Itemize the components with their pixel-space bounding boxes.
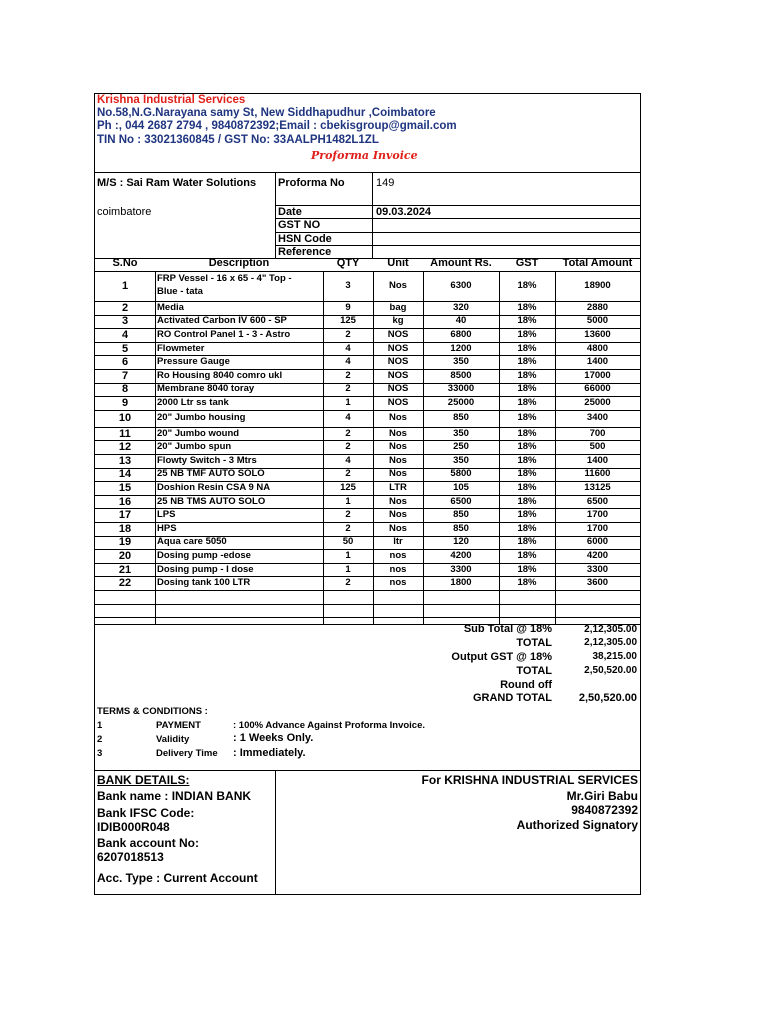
col-qty-header: QTY xyxy=(336,257,360,269)
cell-unit: Nos xyxy=(389,441,407,453)
bank-account-value: 6207018513 xyxy=(97,850,164,864)
col-description-header: Description xyxy=(208,257,270,269)
cell-desc: Media xyxy=(157,301,184,313)
cell-total: 1400 xyxy=(586,356,609,368)
cell-desc: LPS xyxy=(157,509,176,521)
cell-qty: 2 xyxy=(345,522,351,534)
total-value: 2,12,305.00 xyxy=(584,637,637,648)
table-row xyxy=(95,468,640,482)
cell-total: 17000 xyxy=(584,369,611,381)
document-title: Proforma Invoice xyxy=(311,149,418,162)
items-table xyxy=(95,258,640,624)
cell-sno: 19 xyxy=(118,536,132,549)
cell-total: 4200 xyxy=(586,549,609,561)
col-unit-header: Unit xyxy=(387,257,409,269)
cell-desc: Membrane 8040 toray xyxy=(157,383,255,395)
customer-name: M/S : Sai Ram Water Solutions xyxy=(97,177,257,189)
cell-sno: 17 xyxy=(118,509,132,522)
cell-sno: 1 xyxy=(121,280,129,292)
col-amount-header: Amount Rs. xyxy=(430,257,492,269)
cell-total: 5000 xyxy=(586,315,609,327)
cell-amount: 5800 xyxy=(450,468,472,480)
table-row xyxy=(95,522,640,536)
cell-unit: NOS xyxy=(387,356,409,368)
cell-amount: 850 xyxy=(453,412,469,424)
term-2-label: Validity xyxy=(156,734,190,745)
cell-total: 1700 xyxy=(586,509,609,521)
cell-qty: 4 xyxy=(345,342,351,354)
cell-desc-line2: Blue - tata xyxy=(157,286,203,297)
cell-amount: 4200 xyxy=(450,549,472,561)
cell-gst: 18% xyxy=(517,427,537,439)
cell-total: 4800 xyxy=(586,342,609,354)
cell-total: 13600 xyxy=(584,328,611,340)
output-gst-value: 38,215.00 xyxy=(592,651,637,662)
cell-qty: 1 xyxy=(345,549,351,561)
reference-label: Reference xyxy=(278,246,332,258)
cell-amount: 320 xyxy=(453,301,469,313)
signatory-company: For KRISHNA INDUSTRIAL SERVICES xyxy=(421,773,638,787)
cell-qty: 2 xyxy=(345,441,351,453)
cell-total: 6500 xyxy=(586,495,609,507)
bank-ifsc-label: Bank IFSC Code: xyxy=(97,806,195,820)
cell-total: 1400 xyxy=(586,454,609,466)
table-row xyxy=(95,410,640,427)
cell-desc: 20" Jumbo spun xyxy=(157,441,232,453)
cell-amount: 8500 xyxy=(450,369,472,381)
table-row xyxy=(95,355,640,369)
cell-sno: 7 xyxy=(121,369,129,382)
table-row xyxy=(95,383,640,397)
cell-unit: nos xyxy=(389,563,407,575)
cell-sno: 11 xyxy=(119,427,131,440)
cell-total: 700 xyxy=(589,427,606,439)
company-contact: Ph :, 044 2687 2794 , 9840872392;Email : cbekisgroup@gmail.com xyxy=(97,120,457,132)
subtotal-label: Sub Total @ 18% xyxy=(463,623,552,635)
term-3-value: : Immediately. xyxy=(233,747,306,759)
cell-qty: 4 xyxy=(345,356,351,368)
subtotal-value: 2,12,305.00 xyxy=(584,624,637,635)
cell-total: 2880 xyxy=(586,301,609,313)
cell-gst: 18% xyxy=(517,369,537,381)
table-header xyxy=(95,258,640,271)
company-address: No.58,N.G.Narayana samy St, New Siddhapudhur ,Coimbatore xyxy=(97,107,436,119)
cell-sno: 21 xyxy=(118,563,132,576)
cell-unit: Nos xyxy=(389,495,407,507)
cell-amount: 350 xyxy=(453,356,469,368)
cell-sno: 12 xyxy=(118,441,132,454)
cell-gst: 18% xyxy=(517,481,537,493)
cell-total: 25000 xyxy=(584,396,611,408)
cell-desc: FRP Vessel - 16 x 65 - 4" Top - xyxy=(157,273,292,284)
table-row xyxy=(95,369,640,383)
cell-desc: Aqua care 5050 xyxy=(157,536,227,548)
cell-qty: 1 xyxy=(345,396,351,408)
company-tin-gst: TIN No : 33021360845 / GST No: 33AALPH1482L1ZL xyxy=(97,134,379,146)
cell-unit: nos xyxy=(389,549,407,561)
total-with-gst-label: TOTAL xyxy=(516,665,552,677)
table-row xyxy=(95,536,640,550)
cell-unit: Nos xyxy=(389,468,407,480)
cell-desc: Dosing tank 100 LTR xyxy=(157,577,251,589)
cell-qty: 2 xyxy=(345,369,351,381)
signatory-title: Authorized Signatory xyxy=(516,818,638,832)
cell-qty: 1 xyxy=(345,495,351,507)
cell-desc: HPS xyxy=(157,522,177,534)
cell-gst: 18% xyxy=(517,536,537,548)
cell-gst: 18% xyxy=(517,522,537,534)
cell-gst: 18% xyxy=(517,468,537,480)
cell-qty: 2 xyxy=(345,383,351,395)
table-row xyxy=(95,427,640,441)
col-gst-header: GST xyxy=(515,257,539,269)
round-off-label: Round off xyxy=(500,679,552,691)
cell-gst: 18% xyxy=(517,441,537,453)
cell-sno: 13 xyxy=(118,454,132,467)
cell-unit: NOS xyxy=(387,369,409,381)
cell-qty: 50 xyxy=(342,536,354,548)
cell-unit: LTR xyxy=(389,481,407,493)
table-row xyxy=(95,454,640,468)
signatory-name: Mr.Giri Babu xyxy=(566,789,638,803)
cell-desc: 25 NB TMS AUTO SOLO xyxy=(157,495,266,507)
cell-sno: 3 xyxy=(121,315,129,328)
cell-total: 13125 xyxy=(584,481,611,493)
cell-amount: 40 xyxy=(455,315,467,327)
cell-gst: 18% xyxy=(517,549,537,561)
cell-gst: 18% xyxy=(517,383,537,395)
company-name: Krishna Industrial Services xyxy=(97,94,246,106)
divider xyxy=(95,172,640,173)
grand-total-value: 2,50,520.00 xyxy=(578,692,637,704)
cell-gst: 18% xyxy=(517,577,537,589)
cell-amount: 350 xyxy=(453,427,469,439)
terms-title: TERMS & CONDITIONS : xyxy=(97,706,208,717)
cell-sno: 18 xyxy=(118,522,132,535)
cell-gst: 18% xyxy=(517,563,537,575)
cell-unit: bag xyxy=(389,301,407,313)
cell-desc: Flowmeter xyxy=(157,342,205,354)
cell-amount: 6500 xyxy=(450,495,472,507)
table-row xyxy=(95,508,640,522)
cell-sno: 2 xyxy=(121,301,129,314)
cell-amount: 1800 xyxy=(450,577,472,589)
cell-amount: 33000 xyxy=(447,383,475,395)
table-row xyxy=(95,495,640,509)
cell-sno: 8 xyxy=(121,383,129,396)
cell-total: 18900 xyxy=(584,280,611,291)
date-label: Date xyxy=(278,206,302,218)
cell-sno: 20 xyxy=(118,549,132,562)
cell-gst: 18% xyxy=(517,412,537,424)
cell-unit: Nos xyxy=(389,522,407,534)
cell-qty: 9 xyxy=(345,301,351,313)
cell-amount: 120 xyxy=(453,536,469,548)
table-row xyxy=(95,301,640,315)
cell-qty: 2 xyxy=(345,427,351,439)
table-row xyxy=(95,440,640,454)
cell-gst: 18% xyxy=(517,315,537,327)
cell-desc: RO Control Panel 1 - 3 - Astro xyxy=(157,328,291,340)
cell-gst: 18% xyxy=(517,396,537,408)
cell-sno: 4 xyxy=(121,328,129,341)
date-value: 09.03.2024 xyxy=(376,206,432,218)
cell-sno: 22 xyxy=(118,577,132,590)
term-1-number: 1 xyxy=(97,720,103,731)
cell-unit: NOS xyxy=(387,328,409,340)
customer-city: coimbatore xyxy=(97,206,152,218)
cell-amount: 1200 xyxy=(450,342,472,354)
col-total-header: Total Amount xyxy=(562,257,633,269)
table-row xyxy=(95,563,640,577)
cell-qty: 2 xyxy=(345,328,351,340)
cell-unit: NOS xyxy=(387,383,409,395)
cell-amount: 25000 xyxy=(447,396,475,408)
cell-sno: 6 xyxy=(121,356,129,369)
cell-amount: 6800 xyxy=(450,328,472,340)
cell-total: 66000 xyxy=(584,383,611,395)
cell-sno: 10 xyxy=(118,412,132,425)
cell-unit: NOS xyxy=(387,342,409,354)
table-row xyxy=(95,315,640,329)
cell-desc: Dosing pump - I dose xyxy=(157,563,254,575)
cell-total: 500 xyxy=(589,441,606,453)
cell-sno: 15 xyxy=(118,481,132,494)
cell-gst: 18% xyxy=(517,328,537,340)
cell-gst: 18% xyxy=(517,509,537,521)
cell-gst: 18% xyxy=(517,495,537,507)
output-gst-label: Output GST @ 18% xyxy=(451,651,552,663)
proforma-no-label: Proforma No xyxy=(278,177,345,189)
cell-qty: 125 xyxy=(340,481,356,493)
cell-desc: 25 NB TMF AUTO SOLO xyxy=(157,468,265,480)
table-row xyxy=(95,481,640,495)
cell-qty: 3 xyxy=(345,280,351,291)
cell-desc: Ro Housing 8040 comro ukl xyxy=(157,369,283,381)
term-3-label: Delivery Time xyxy=(156,748,218,759)
cell-qty: 2 xyxy=(345,509,351,521)
cell-total: 3600 xyxy=(586,577,609,589)
cell-amount: 3300 xyxy=(450,563,472,575)
cell-total: 3400 xyxy=(586,412,609,424)
hsn-code-label: HSN Code xyxy=(278,233,332,245)
proforma-no-value: 149 xyxy=(376,177,395,189)
table-row xyxy=(95,396,640,410)
term-1-label: PAYMENT xyxy=(156,720,201,731)
cell-unit: NOS xyxy=(387,396,409,408)
cell-amount: 850 xyxy=(453,522,469,534)
cell-gst: 18% xyxy=(517,301,537,313)
cell-unit: Nos xyxy=(389,280,407,291)
grand-total-label: GRAND TOTAL xyxy=(472,692,552,704)
cell-desc: Dosing pump -edose xyxy=(157,549,251,561)
cell-unit: ltr xyxy=(393,536,403,548)
cell-unit: Nos xyxy=(389,412,407,424)
total-with-gst-value: 2,50,520.00 xyxy=(584,665,637,676)
term-2-value: : 1 Weeks Only. xyxy=(233,732,314,744)
total-label: TOTAL xyxy=(516,637,552,649)
cell-desc: Activated Carbon IV 600 - SP xyxy=(157,315,287,327)
term-2-number: 2 xyxy=(97,734,103,745)
cell-desc: Pressure Gauge xyxy=(157,356,230,368)
cell-gst: 18% xyxy=(517,342,537,354)
term-3-number: 3 xyxy=(97,748,103,759)
cell-unit: Nos xyxy=(389,509,407,521)
cell-unit: Nos xyxy=(389,454,407,466)
col-sno-header: S.No xyxy=(112,257,138,269)
cell-qty: 1 xyxy=(345,563,351,575)
cell-qty: 2 xyxy=(345,577,351,589)
cell-total: 11600 xyxy=(584,468,611,480)
cell-gst: 18% xyxy=(517,356,537,368)
cell-sno: 14 xyxy=(118,468,132,481)
cell-total: 1700 xyxy=(586,522,609,534)
cell-desc: Flowty Switch - 3 Mtrs xyxy=(157,454,257,466)
cell-qty: 4 xyxy=(345,412,351,424)
cell-amount: 250 xyxy=(453,441,469,453)
table-row xyxy=(95,342,640,356)
table-row xyxy=(95,549,640,563)
table-row xyxy=(95,328,640,342)
cell-amount: 850 xyxy=(453,509,469,521)
cell-desc: Doshion Resin CSA 9 NA xyxy=(157,481,271,493)
cell-desc: 20" Jumbo wound xyxy=(157,427,240,439)
bank-account-label: Bank account No: xyxy=(97,836,200,850)
cell-gst: 18% xyxy=(517,454,537,466)
cell-desc: 2000 Ltr ss tank xyxy=(157,396,229,408)
bank-details-title: BANK DETAILS: xyxy=(97,773,190,787)
cell-sno: 16 xyxy=(118,495,132,508)
cell-total: 6000 xyxy=(586,536,609,548)
cell-qty: 4 xyxy=(345,454,351,466)
cell-unit: kg xyxy=(392,315,404,327)
cell-qty: 125 xyxy=(340,315,356,327)
cell-qty: 2 xyxy=(345,468,351,480)
bank-name: Bank name : INDIAN BANK xyxy=(97,789,252,803)
cell-amount: 6300 xyxy=(450,280,472,291)
cell-total: 3300 xyxy=(586,563,609,575)
cell-desc: 20" Jumbo housing xyxy=(157,412,246,424)
gst-no-label: GST NO xyxy=(278,219,321,231)
cell-amount: 105 xyxy=(453,481,469,493)
term-1-value: : 100% Advance Against Proforma Invoice. xyxy=(233,720,425,731)
cell-gst: 18% xyxy=(517,280,537,291)
bank-ifsc-value: IDIB000R048 xyxy=(97,820,170,834)
cell-amount: 350 xyxy=(453,454,469,466)
cell-unit: Nos xyxy=(389,427,407,439)
cell-sno: 5 xyxy=(121,342,129,355)
proforma-invoice xyxy=(94,93,641,895)
cell-unit: nos xyxy=(389,577,407,589)
bank-account-type: Acc. Type : Current Account xyxy=(97,871,258,885)
table-row xyxy=(95,576,640,590)
signatory-phone: 9840872392 xyxy=(571,803,638,817)
cell-sno: 9 xyxy=(121,396,129,409)
table-row xyxy=(95,271,640,301)
